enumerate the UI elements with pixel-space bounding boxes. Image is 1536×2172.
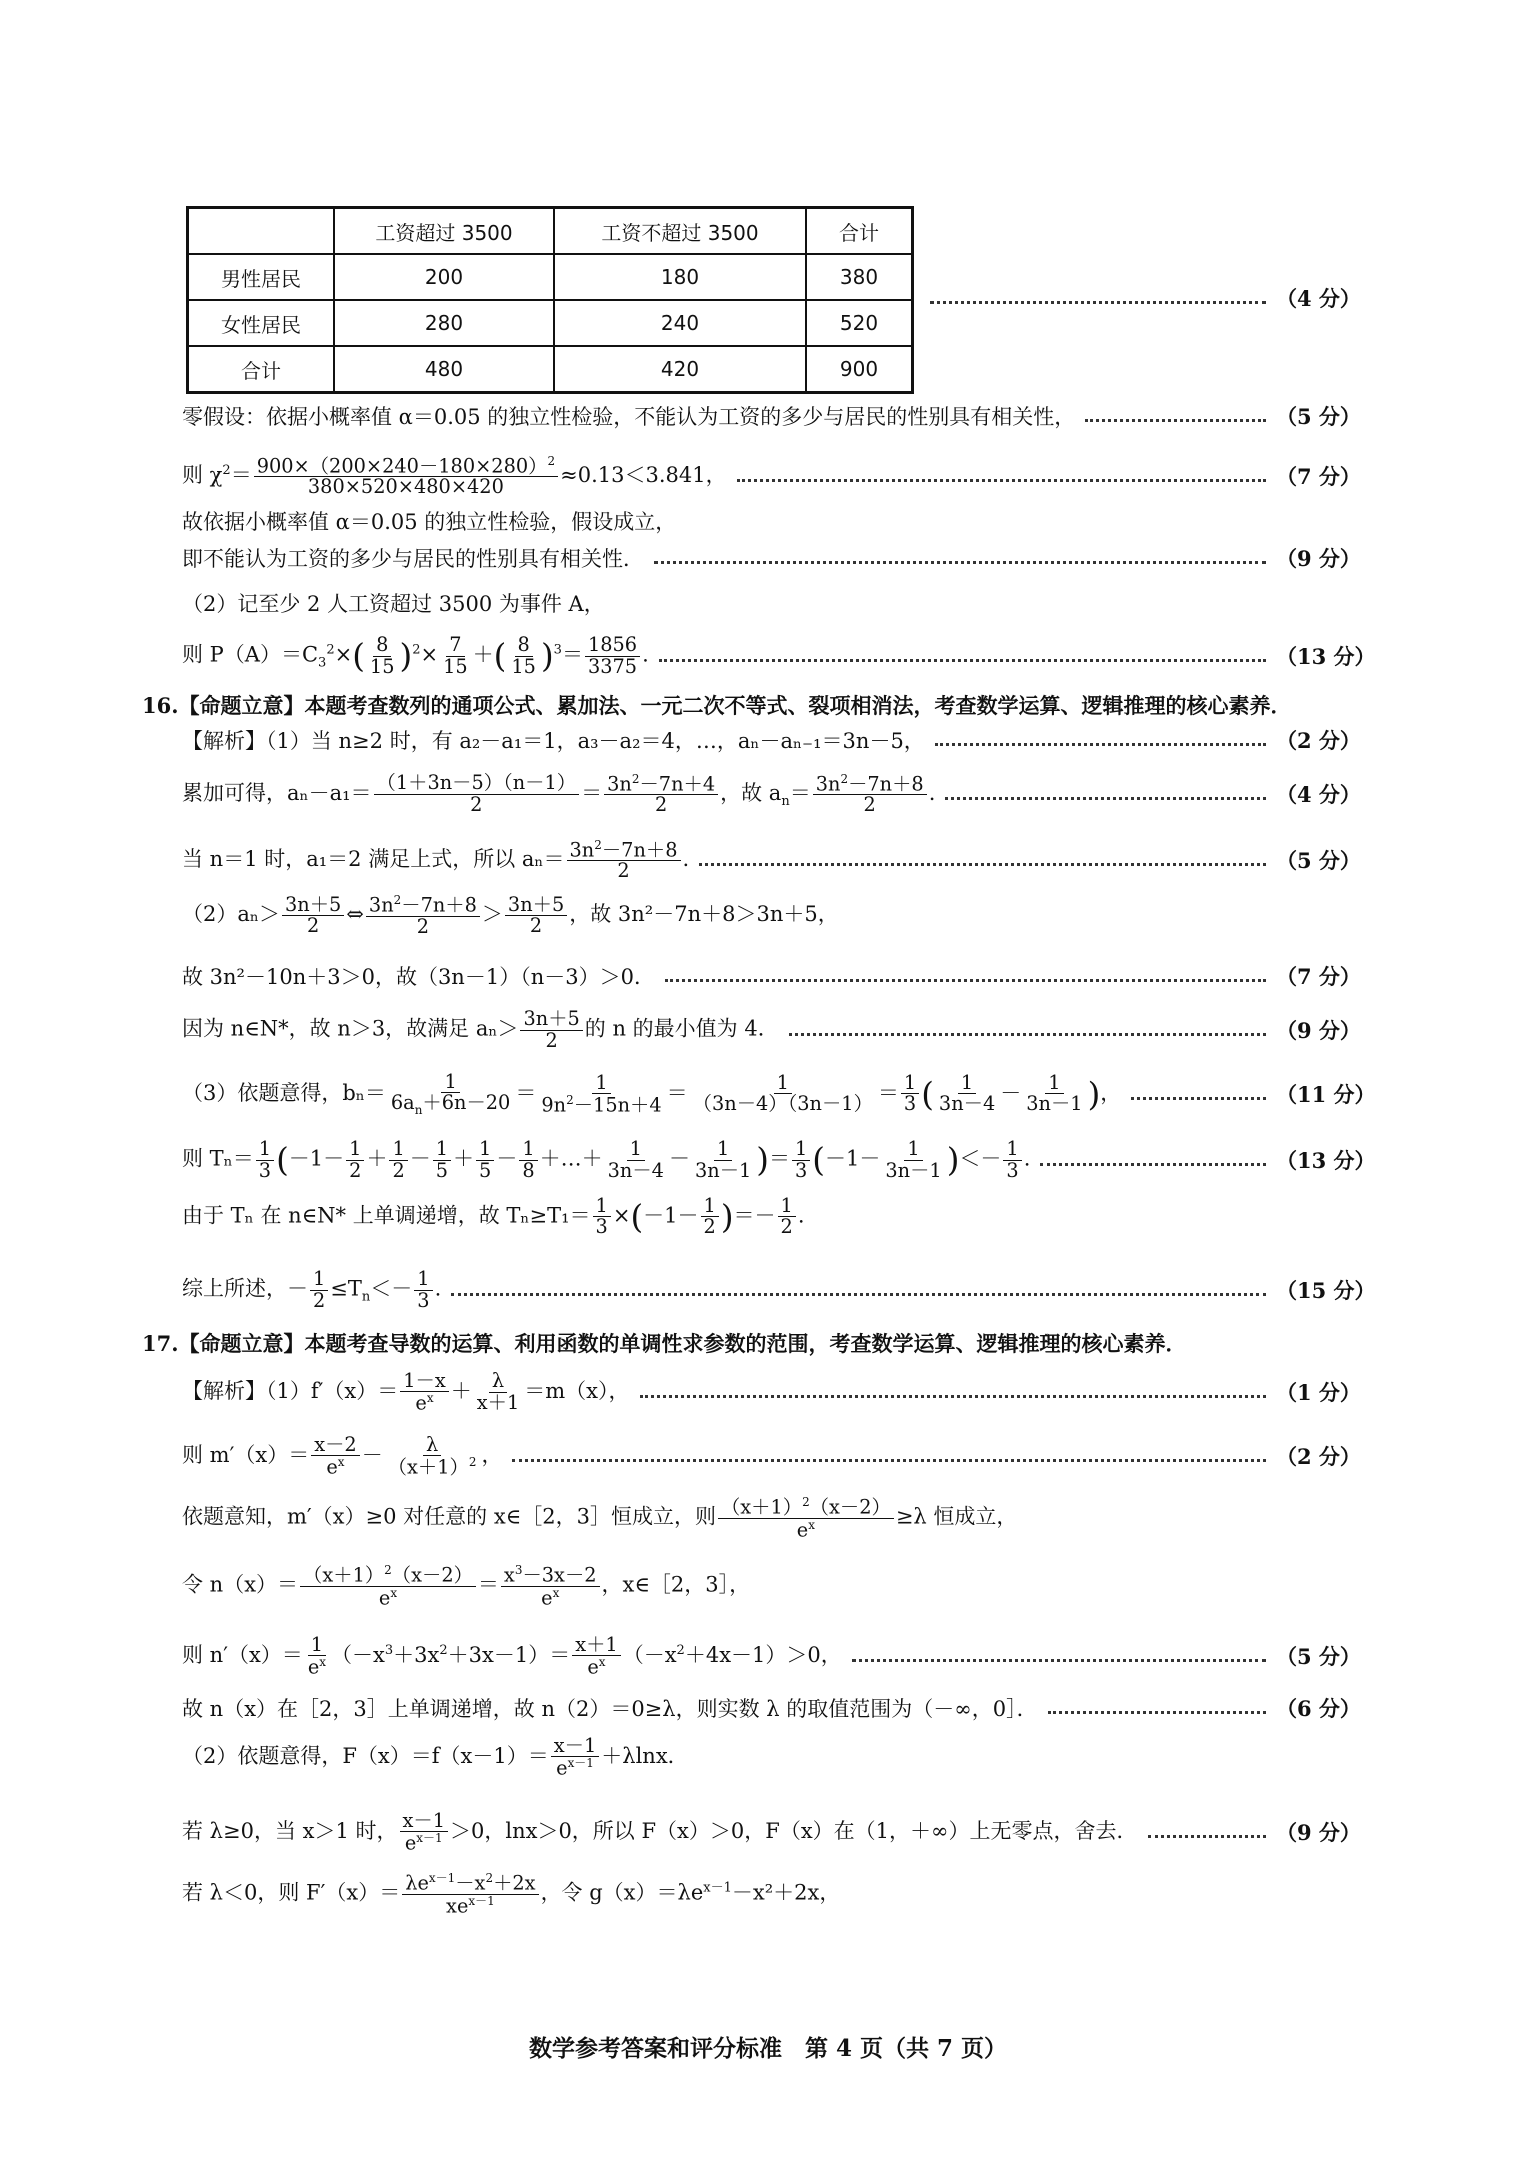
text: 【解析】（1）f′（x）＝	[182, 1378, 399, 1403]
score: （1 分）	[1276, 1380, 1361, 1405]
numerator: 1856	[585, 635, 640, 656]
table-cell: 180	[554, 254, 806, 300]
text: 累加可得，aₙ－a₁＝	[182, 780, 372, 805]
dot-leader	[852, 1659, 1266, 1662]
q16-line-1	[182, 720, 1361, 760]
dot-leader	[1148, 1835, 1266, 1838]
dot-leader	[1040, 1163, 1266, 1166]
text: －x²＋2x，	[731, 1880, 841, 1905]
formula: 则 n′（x）＝ $\frac{1}{e^x}$ $(-x^3+3x^2+3x-1)=$ $\frac{x+1}{e^x}$ $(-x^2+4x-1)>0$，	[182, 1632, 842, 1679]
formula: 则 $\chi^2=$ $\frac{900\times(200\times 240-180\times 280)^2}{380\times 520\times 480\times 420}$ ≈0.13＜3.841，	[182, 453, 727, 499]
table-header-row	[188, 208, 913, 255]
q17-line-7: （2）依题意得，F（x）＝f（x－1）＝ $\frac{x-1}{e^{x-1}}$ ＋λlnx．	[182, 1734, 689, 1780]
dot-leader	[1048, 1711, 1266, 1714]
text: 故 n（x）在［2，3］上单调递增，故 n（2）＝0≥λ，则实数 λ 的取值范围为（－∞，0］．	[182, 1697, 1038, 1721]
score: （13 分）	[1276, 1148, 1376, 1173]
conclusion-line-2	[182, 538, 1361, 578]
score: （6 分）	[1276, 1696, 1361, 1721]
q16-line-5	[182, 956, 1361, 996]
dot-leader	[640, 1395, 1266, 1398]
q17-line-2	[182, 1428, 1361, 1484]
score: （5 分）	[1276, 1644, 1361, 1669]
dot-leader	[699, 863, 1266, 866]
text: （2）aₙ＞	[182, 901, 280, 926]
text: 由于 Tₙ 在 n∈N* 上单调递增，故 Tₙ≥T₁＝	[182, 1203, 591, 1228]
q16-line-4: （2）aₙ＞ $\frac{3n+5}{2}$ ⇔ $\frac{3n^2-7n+8}{2}$ ＞ $\frac{3n+5}{2}$ ，故 3n²－7n＋8＞3n＋5，	[182, 892, 839, 938]
text: 零假设：依据小概率值 α＝0.05 的独立性检验，不能认为工资的多少与居民的性别具有相关性，	[182, 405, 1076, 429]
text: ≥λ 恒成立，	[895, 1504, 1018, 1529]
hypothesis-line	[182, 396, 1361, 436]
score: （5 分）	[1276, 848, 1361, 873]
text: 则 Tₙ＝	[182, 1146, 254, 1171]
formula: 则 Tₙ＝ $\frac{1}{3}$ (－1－ $\frac{1}{2}$ ＋ $\frac{1}{2}$ － $\frac{1}{5}$ ＋ $\frac{1}{5}$ － $\frac{1}{8}$ ＋…＋ $\frac{1}{3n-4}$ － $\frac{1}{3n-1}$ )＝ $\frac{1}{3}$ (－1－ $\frac{1}{3n-1}$ )＜－ $\frac{1}{3}$ .	[182, 1137, 1031, 1182]
score: （13 分）	[1276, 644, 1376, 669]
table-cell: 工资不超过 3500	[554, 208, 806, 255]
text: 则 P（A）＝C	[182, 642, 319, 667]
dot-leader	[1131, 1097, 1266, 1100]
score: （4 分）	[1276, 782, 1361, 807]
formula: 【解析】（1）f′（x）＝ $\frac{1-x}{e^x}$ ＋ $\frac{\lambda}{x+1}$ ＝m（x），	[182, 1368, 630, 1415]
text: 若 λ＜0，则 F′（x）＝	[182, 1880, 401, 1905]
table-cell: 合计	[806, 208, 913, 255]
text: 则 χ	[182, 462, 223, 487]
chi-square-line	[182, 448, 1361, 504]
q16-line-3	[182, 832, 1361, 888]
text: ＞0，lnx＞0，所以 F（x）＞0，F（x）在（1，＋∞）上无零点，舍去．	[450, 1818, 1138, 1843]
text: （3）依题意得，bₙ＝	[182, 1080, 386, 1105]
formula: 则 $P(A)=C_3^2\times$( $\frac{8}{15}$ )$^2$× $\frac{7}{15}$ ＋( $\frac{8}{15}$ )$^3$＝ $\frac{1856}{3375}$ .	[182, 633, 649, 678]
score: （2 分）	[1276, 728, 1361, 753]
table-row	[188, 254, 913, 300]
numerator: 900×（200×240－180×280）	[256, 453, 548, 477]
dot-leader	[935, 743, 1266, 746]
dot-leader	[659, 659, 1266, 662]
formula: 则 m′（x）＝ $\frac{x-2}{e^x}$ － $\frac{\lambda}{(x+1)^2}$ ，	[182, 1432, 503, 1479]
q17-line-8	[182, 1804, 1361, 1860]
table-cell: 900	[806, 346, 913, 393]
formula: 因为 n∈N*，故 n＞3，故满足 aₙ＞ $\frac{3n+5}{2}$ 的 n 的最小值为 4．	[182, 1007, 779, 1052]
denominator: 3375	[587, 654, 638, 678]
score: （2 分）	[1276, 1444, 1361, 1469]
text: ≈0.13＜3.841，	[560, 462, 727, 487]
dot-leader	[737, 479, 1266, 482]
table-cell: 280	[334, 300, 554, 346]
table-cell: 420	[554, 346, 806, 393]
q17-line-4: 令 n（x）＝ $\frac{(x+1)^2(x-2)}{e^x}$ ＝ $\frac{x^3-3x-2}{e^x}$ ，x∈［2，3］，	[182, 1563, 751, 1610]
score: （7 分）	[1276, 464, 1361, 489]
q16-line-2	[182, 766, 1361, 822]
dot-leader	[451, 1293, 1266, 1296]
table-score-line	[920, 278, 1361, 318]
q17-line-5	[182, 1628, 1361, 1684]
q17-title: 17.【命题立意】本题考查导数的运算、利用函数的单调性求参数的范围，考查数学运算、逻辑推理的核心素养．	[142, 1331, 1187, 1356]
text: 依题意知，m′（x）≥0 对任意的 x∈［2，3］恒成立，则	[182, 1504, 716, 1529]
text: 若 λ≥0，当 x＞1 时，	[182, 1818, 398, 1843]
table-cell: 200	[334, 254, 554, 300]
q16-line-6	[182, 1002, 1361, 1058]
text: 即不能认为工资的多少与居民的性别具有相关性．	[182, 547, 644, 571]
table-row	[188, 300, 913, 346]
table-cell: 480	[334, 346, 554, 393]
q17-line-1	[182, 1364, 1361, 1420]
text: 的 n 的最小值为 4．	[584, 1016, 779, 1041]
page-footer: 数学参考答案和评分标准 第 4 页（共 7 页）	[528, 2035, 1008, 2062]
score: （9 分）	[1276, 1018, 1361, 1043]
table-cell: 女性居民	[188, 300, 335, 346]
contingency-table	[186, 206, 914, 394]
table-cell: 240	[554, 300, 806, 346]
table-cell: 380	[806, 254, 913, 300]
dot-leader	[789, 1033, 1266, 1036]
table-row	[188, 346, 913, 393]
text: 【解析】（1）当 n≥2 时，有 a₂－a₁＝1，a₃－a₂＝4，…，aₙ－aₙ₋₁＝3n－5，	[182, 729, 925, 753]
score: （4 分）	[1276, 286, 1361, 311]
dot-leader	[512, 1459, 1266, 1462]
q17-line-6	[182, 1688, 1361, 1728]
text: ＋λlnx．	[601, 1743, 689, 1768]
denominator: 380×520×480×420	[307, 475, 504, 499]
text: 故 3n²－10n＋3＞0，故（3n－1）（n－3）＞0．	[182, 965, 655, 989]
dot-leader	[945, 797, 1266, 800]
text: 综上所述，－	[182, 1276, 308, 1301]
table-cell: 合计	[188, 346, 335, 393]
formula: 当 n＝1 时，a₁＝2 满足上式，所以 aₙ＝ $\frac{3n^2-7n+8}{2}$ .	[182, 837, 690, 883]
dot-leader	[1085, 419, 1266, 422]
conclusion-line-1: 故依据小概率值 α＝0.05 的独立性检验，假设成立，	[182, 510, 677, 534]
text: ，令 g（x）＝λe	[540, 1880, 704, 1905]
text: ，故 3n²－7n＋8＞3n＋5，	[569, 901, 839, 926]
text: 则 m′（x）＝	[182, 1442, 310, 1467]
q16-line-8	[182, 1132, 1376, 1188]
q17-line-9: 若 λ＜0，则 F′（x）＝ $\frac{\lambda e^{x-1}-x^2+2x}{xe^{x-1}}$ ，令 $g(x)=\lambda e^{x-1}-x^2+2x$，	[182, 1871, 841, 1918]
text: 当 n＝1 时，a₁＝2 满足上式，所以 aₙ＝	[182, 846, 565, 871]
score: （9 分）	[1276, 546, 1361, 571]
text: 因为 n∈N*，故 n＞3，故满足 aₙ＞	[182, 1016, 519, 1041]
score: （7 分）	[1276, 964, 1361, 989]
formula: 若 λ≥0，当 x＞1 时， $\frac{x-1}{e^{x-1}}$ ＞0，lnx＞0，所以 F（x）＞0，F（x）在（1，＋∞）上无零点，舍去．	[182, 1808, 1138, 1855]
q16-line-9: 由于 Tₙ 在 n∈N* 上单调递增，故 Tₙ≥T₁＝ $\frac{1}{3}$ ×(－1－ $\frac{1}{2}$ )＝－ $\frac{1}{2}$ .	[182, 1194, 805, 1239]
event-line: （2）记至少 2 人工资超过 3500 为事件 A，	[182, 592, 605, 616]
table-cell: 520	[806, 300, 913, 346]
q16-title: 16.【命题立意】本题考查数列的通项公式、累加法、一元二次不等式、裂项相消法，考查数学运算、逻辑推理的核心素养．	[142, 693, 1292, 718]
q17-line-3: 依题意知，m′（x）≥0 对任意的 x∈［2，3］恒成立，则 $\frac{(x+1)^2(x-2)}{e^x}$ ≥λ 恒成立，	[182, 1495, 1018, 1542]
formula: 综上所述，－ $\frac{1}{2}$ $\le T_n<-$ $\frac{1}{3}$ .	[182, 1267, 442, 1312]
formula: 累加可得，aₙ－a₁＝ $\frac{(1+3n-5)(n-1)}{2}$ ＝ $\frac{3n^2-7n+4}{2}$ ，故 $a_n=$ $\frac{3n^2-7n+8}{2}$ .	[182, 771, 936, 817]
text: （2）依题意得，F（x）＝f（x－1）＝	[182, 1743, 549, 1768]
q16-line-10	[182, 1262, 1376, 1318]
dot-leader	[654, 561, 1266, 564]
score: （9 分）	[1276, 1820, 1361, 1845]
score: （5 分）	[1276, 404, 1361, 429]
table-cell: 男性居民	[188, 254, 335, 300]
text: 令 n（x）＝	[182, 1572, 299, 1597]
table-cell	[188, 208, 335, 255]
formula: （3）依题意得，bₙ＝ $\frac{1}{6a_n+6n-20}$ ＝ $\frac{1}{9n^2-15n+4}$ ＝ $\frac{1}{(3n-4)(3n-1)}$ ＝ $\frac{1}{3}$ ( $\frac{1}{3n-4}$ － $\frac{1}{3n-1}$ )，	[182, 1069, 1122, 1117]
dot-leader	[930, 301, 1266, 304]
q16-line-7	[182, 1066, 1376, 1122]
score: （11 分）	[1276, 1082, 1376, 1107]
probability-line	[182, 628, 1376, 684]
text: ，x∈［2，3］，	[601, 1572, 751, 1597]
dot-leader	[665, 979, 1266, 982]
score: （15 分）	[1276, 1278, 1376, 1303]
text: 则 n′（x）＝	[182, 1642, 303, 1667]
table-cell: 工资超过 3500	[334, 208, 554, 255]
